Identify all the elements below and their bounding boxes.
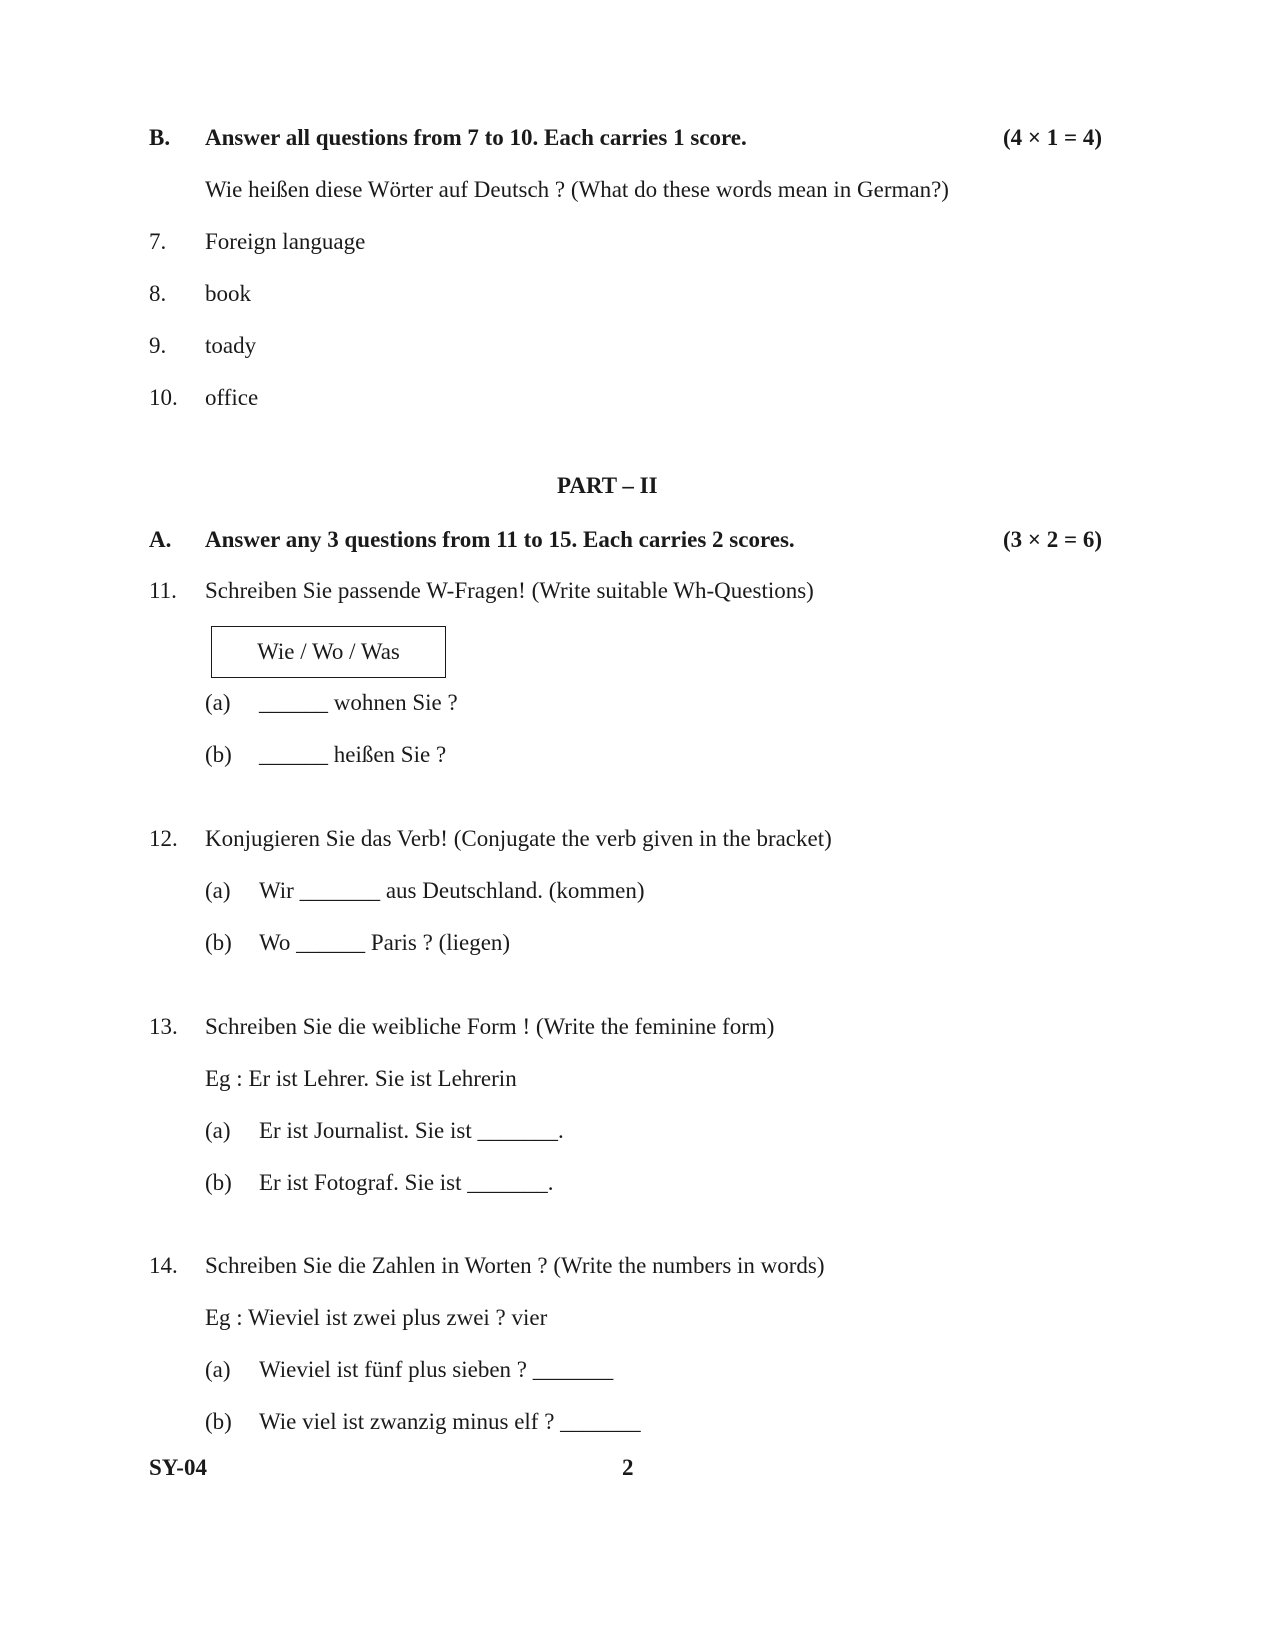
- paper-code: SY-04: [149, 1455, 207, 1480]
- question-text: Konjugieren Sie das Verb! (Conjugate the verb given in the bracket): [205, 826, 832, 851]
- sub-text: Er ist Fotograf. Sie ist _______.: [259, 1170, 554, 1195]
- section-a-label: A.: [149, 527, 172, 552]
- sub-label: (b): [205, 930, 232, 955]
- question-number: 10.: [149, 385, 178, 410]
- sub-label: (a): [205, 1357, 231, 1382]
- question-number: 14.: [149, 1253, 178, 1278]
- sub-label: (b): [205, 1170, 232, 1195]
- question-number: 7.: [149, 229, 167, 254]
- question-text: office: [205, 385, 259, 410]
- question-text: book: [205, 281, 251, 306]
- page-number: 2: [622, 1455, 634, 1480]
- word-choice-text: Wie / Wo / Was: [257, 639, 400, 664]
- sub-text: Wie viel ist zwanzig minus elf ? _______: [259, 1409, 641, 1434]
- example-text: Eg : Er ist Lehrer. Sie ist Lehrerin: [205, 1066, 517, 1091]
- section-a-instruction: Answer any 3 questions from 11 to 15. Each carries 2 scores.: [205, 527, 795, 552]
- sub-label: (b): [205, 742, 232, 767]
- sub-text: Wir _______ aus Deutschland. (kommen): [259, 878, 645, 903]
- section-a-score: (3 × 2 = 6): [1003, 527, 1103, 552]
- question-text: Schreiben Sie passende W-Fragen! (Write suitable Wh-Questions): [205, 578, 814, 603]
- example-text: Eg : Wieviel ist zwei plus zwei ? vier: [205, 1305, 548, 1330]
- question-number: 11.: [149, 578, 177, 603]
- part-heading: PART – II: [557, 473, 658, 498]
- sub-label: (a): [205, 690, 231, 715]
- question-number: 12.: [149, 826, 178, 851]
- section-b-prompt: Wie heißen diese Wörter auf Deutsch ? (What do these words mean in German?): [205, 177, 949, 202]
- sub-text: Er ist Journalist. Sie ist _______.: [259, 1118, 564, 1143]
- question-number: 8.: [149, 281, 167, 306]
- word-choice-box: [211, 626, 446, 678]
- question-number: 13.: [149, 1014, 178, 1039]
- question-text: Schreiben Sie die Zahlen in Worten ? (Write the numbers in words): [205, 1253, 825, 1278]
- sub-text: Wieviel ist fünf plus sieben ? _______: [259, 1357, 614, 1382]
- section-b-score: (4 × 1 = 4): [1003, 125, 1103, 150]
- question-text: toady: [205, 333, 257, 358]
- sub-label: (a): [205, 878, 231, 903]
- sub-text: Wo ______ Paris ? (liegen): [259, 930, 511, 955]
- section-b-label: B.: [149, 125, 171, 150]
- sub-label: (a): [205, 1118, 231, 1143]
- sub-text: ______ wohnen Sie ?: [259, 690, 458, 715]
- question-text: Schreiben Sie die weibliche Form ! (Write the feminine form): [205, 1014, 775, 1039]
- question-number: 9.: [149, 333, 167, 358]
- sub-label: (b): [205, 1409, 232, 1434]
- question-text: Foreign language: [205, 229, 366, 254]
- section-b-instruction: Answer all questions from 7 to 10. Each carries 1 score.: [205, 125, 747, 150]
- sub-text: ______ heißen Sie ?: [259, 742, 447, 767]
